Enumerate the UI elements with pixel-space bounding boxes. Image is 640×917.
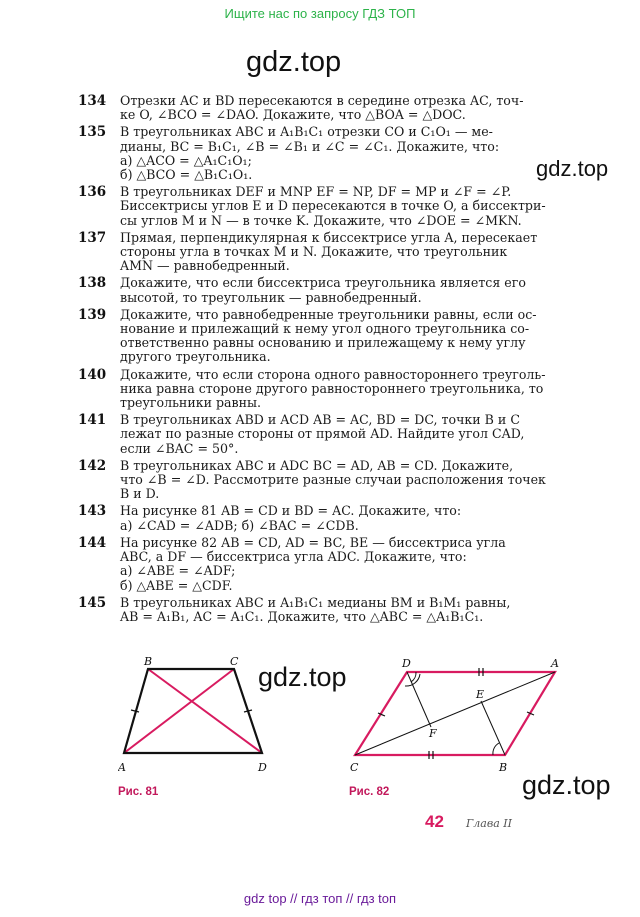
fig82-angle-arc-d2 xyxy=(405,674,420,686)
fig82-label-b: B xyxy=(499,761,508,774)
problem-text-line: а) ∠ABE = ∠ADF; xyxy=(120,563,236,579)
problem-135 xyxy=(78,125,590,182)
problem-text-line: ника равна стороне другого равностороннего треугольника, то xyxy=(120,380,544,396)
problem-text-line: В треугольниках ABC и A₁B₁C₁ медианы BM и B₁M₁ равны, xyxy=(120,594,511,610)
problem-text-line: В треугольниках ABC и A₁B₁C₁ отрезки CO и C₁O₁ — ме- xyxy=(120,124,493,140)
problem-text-line: Докажите, что равнобедренные треугольники равны, если ос- xyxy=(120,306,537,322)
page-number: 42 xyxy=(425,812,444,831)
fig82-label-d: D xyxy=(402,657,411,670)
problem-text-line: если ∠BAC = 50°. xyxy=(120,440,239,456)
fig82-diagonal-ca xyxy=(355,672,555,755)
problem-text-line: другого треугольника. xyxy=(120,349,271,365)
problem-number: 141 xyxy=(78,412,107,429)
problem-141 xyxy=(78,413,590,456)
problem-number: 134 xyxy=(78,93,107,109)
problem-134 xyxy=(78,94,590,122)
problem-text-line: Биссектрисы углов E и D пересекаются в точке O, а биссектри- xyxy=(120,198,546,214)
problem-138 xyxy=(78,276,590,304)
watermark: gdz.top xyxy=(536,156,609,181)
problem-145 xyxy=(78,596,590,624)
problem-list xyxy=(78,94,590,627)
problem-text-line: В треугольниках DEF и MNP EF = NP, DF = MP и ∠F = ∠P. xyxy=(120,184,512,200)
fig81-trapezoid xyxy=(124,669,262,753)
problem-137 xyxy=(78,231,590,274)
fig82-angle-arc-d1 xyxy=(411,672,416,682)
problem-text-line: ответственно равны основанию и прилежащему к нему углу xyxy=(120,335,526,351)
fig81-label-c: C xyxy=(230,655,239,668)
chapter-label: Глава II xyxy=(466,817,512,830)
problem-143 xyxy=(78,504,590,532)
fig82-label-f: F xyxy=(429,727,437,740)
watermark: gdz.top xyxy=(246,46,342,78)
fig81-label-d: D xyxy=(258,761,267,774)
problem-text-line: лежат по разные стороны от прямой AD. Найдите угол CAD, xyxy=(120,426,525,442)
problem-text-line: AB = A₁B₁, AC = A₁C₁. Докажите, что △ABC = △A₁B₁C₁. xyxy=(120,608,484,624)
figure-81-caption: Рис. 81 xyxy=(118,786,159,798)
problem-number: 142 xyxy=(78,457,107,474)
fig82-bisector-df xyxy=(407,672,431,727)
problem-text-line: высотой, то треугольник — равнобедренный. xyxy=(120,289,422,305)
fig82-bisector-be xyxy=(481,701,505,755)
footer-links: gdz top // гдз топ // гдз toп xyxy=(243,891,397,906)
figure-82-caption: Рис. 82 xyxy=(349,786,390,798)
fig82-label-a: A xyxy=(551,657,559,670)
fig82-angle-arc-b xyxy=(493,743,499,755)
problem-number: 137 xyxy=(78,229,107,246)
problem-number: 139 xyxy=(78,306,107,323)
problem-text-line: На рисунке 81 AB = CD и BD = AC. Докажите, что: xyxy=(120,503,462,519)
problem-number: 145 xyxy=(78,594,107,611)
fig81-line-ac xyxy=(124,669,234,753)
problem-number: 140 xyxy=(78,366,107,383)
top-banner: Ищите нас по запросу ГДЗ ТОП xyxy=(224,6,416,21)
fig82-label-e: E xyxy=(476,688,485,701)
problem-text-line: стороны угла в точках M и N. Докажите, что треугольник xyxy=(120,244,508,260)
problem-text-line: дианы, BC = B₁C₁, ∠B = ∠B₁ и ∠C = ∠C₁. Докажите, что: xyxy=(120,138,500,154)
problem-text-line: Отрезки AC и BD пересекаются в середине отрезка AC, точ- xyxy=(120,93,524,108)
problem-136 xyxy=(78,185,590,228)
problem-number: 136 xyxy=(78,184,107,201)
fig82-label-c: C xyxy=(350,761,359,774)
problem-139 xyxy=(78,308,590,365)
watermark: gdz.top xyxy=(258,662,347,692)
problem-140 xyxy=(78,368,590,411)
problem-text-line: Докажите, что если сторона одного равностороннего треуголь- xyxy=(120,366,546,382)
figure-82 xyxy=(345,655,575,780)
problem-text-line: AMN — равнобедренный. xyxy=(120,258,290,274)
problem-text-line: ке O, ∠BCO = ∠DAO. Докажите, что △BOA = △DOC. xyxy=(120,107,466,123)
problem-144 xyxy=(78,536,590,593)
problem-text-line: B и D. xyxy=(120,486,160,502)
problem-text-line: а) ∠CAD = ∠ADB; б) ∠BAC = ∠CDB. xyxy=(120,517,359,533)
problem-text-line: В треугольниках ABC и ADC BC = AD, AB = CD. Докажите, xyxy=(120,457,514,473)
problem-142 xyxy=(78,459,590,502)
problem-number: 144 xyxy=(78,534,107,551)
problem-text-line: На рисунке 82 AB = CD, AD = BC, BE — биссектриса угла xyxy=(120,534,506,550)
fig81-label-b: B xyxy=(144,655,153,668)
problem-text-line: ABC, а DF — биссектриса угла ADC. Докажите, что: xyxy=(120,549,467,565)
problem-text-line: что ∠B = ∠D. Рассмотрите разные случаи расположения точек xyxy=(120,472,546,488)
figure-81 xyxy=(118,655,278,775)
problem-number: 143 xyxy=(78,503,107,520)
problem-text-line: б) △BCO = △B₁C₁O₁. xyxy=(120,167,253,183)
problem-text-line: В треугольниках ABD и ACD AB = AC, BD = DC, точки B и C xyxy=(120,412,520,428)
problem-text-line: треугольники равны. xyxy=(120,395,262,411)
fig81-line-bd xyxy=(148,669,262,753)
problem-number: 135 xyxy=(78,124,107,141)
problem-text-line: сы углов M и N — в точке K. Докажите, что ∠DOE = ∠MKN. xyxy=(120,212,522,228)
problem-text-line: Прямая, перпендикулярная к биссектрисе угла A, пересекает xyxy=(120,229,538,245)
problem-text-line: нование и прилежащий к нему угол одного треугольника со- xyxy=(120,321,530,337)
problem-text-line: Докажите, что если биссектриса треугольника является его xyxy=(120,275,526,291)
fig81-label-a: A xyxy=(118,761,126,774)
watermark: gdz.top xyxy=(522,770,611,800)
problem-text-line: а) △ACO = △A₁C₁O₁; xyxy=(120,152,252,168)
problem-number: 138 xyxy=(78,275,107,292)
problem-text-line: б) △ABE = △CDF. xyxy=(120,577,233,593)
